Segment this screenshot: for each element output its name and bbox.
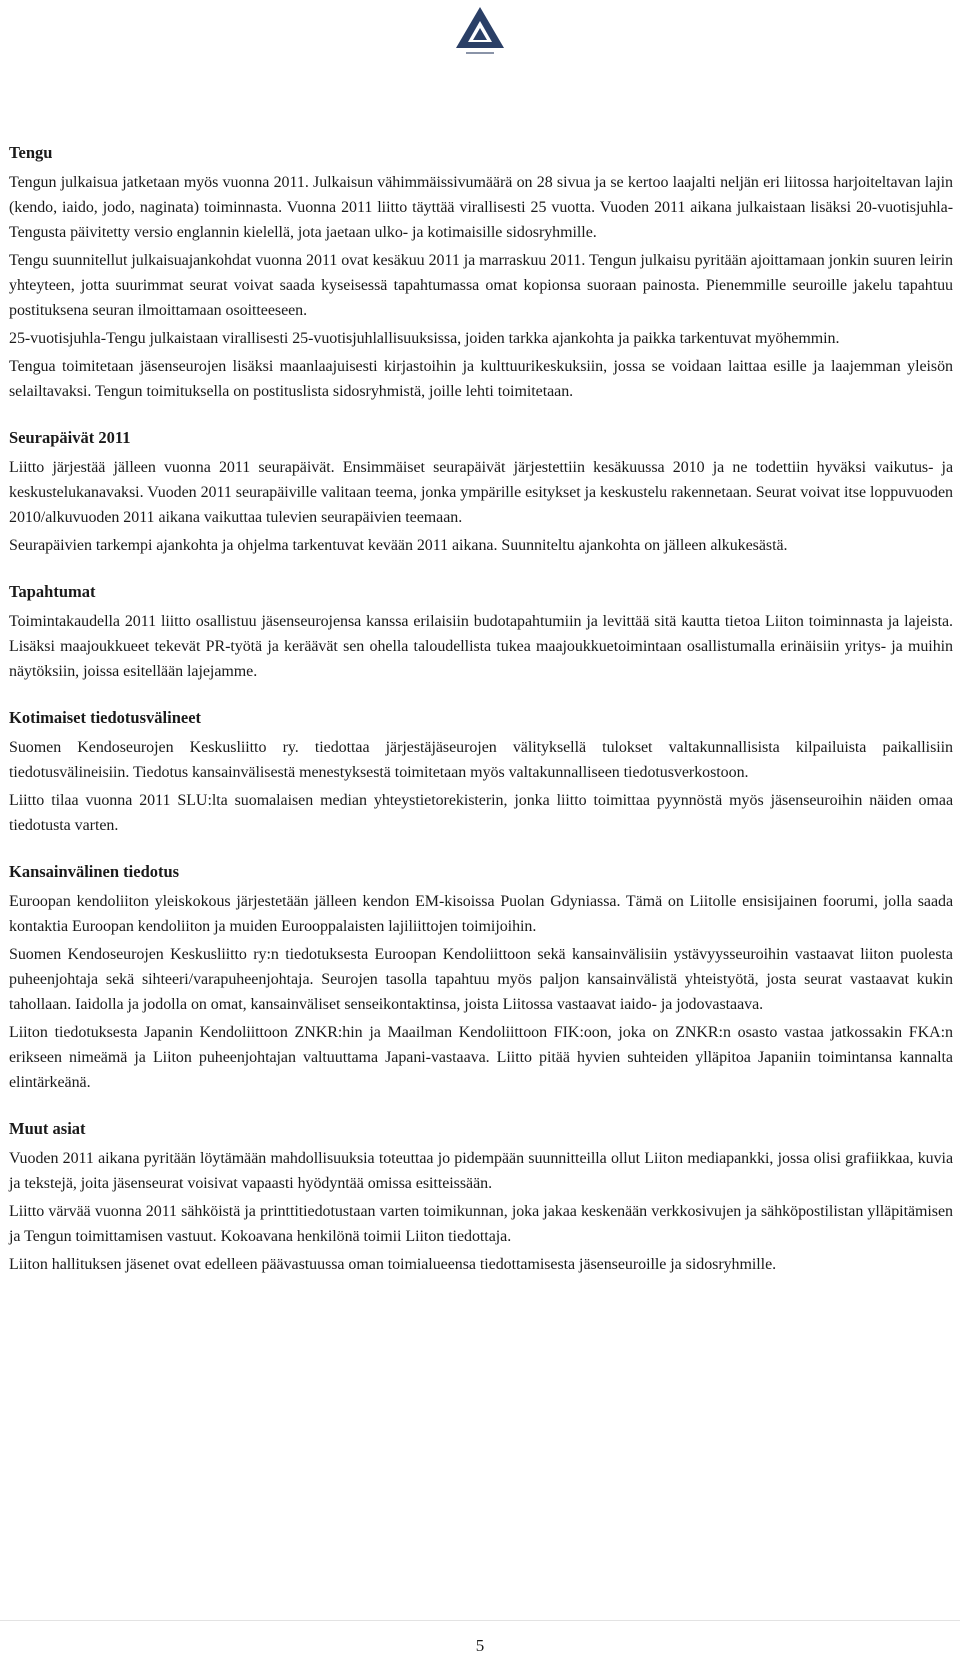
paragraph: Suomen Kendoseurojen Keskusliitto ry. tiedottaa järjestäjäseurojen välityksellä tulokset valtakunnallisista kilpailuista paikallisiin tiedotusvälineisiin. Tiedotus kansainvälisestä menestyksestä toimitetaan myös valtakunnalliseen tiedotusverkostoon.	[9, 739, 953, 781]
section-kotimaiset-tiedotusvalineet	[9, 706, 953, 838]
section-heading: Muut asiat	[9, 1119, 86, 1138]
paragraph: Vuoden 2011 aikana pyritään löytämään mahdollisuuksia toteuttaa jo pidempään suunnitteilla ollut Liiton mediapankki, jossa olisi grafiikkaa, kuvia ja tekstejä, joita jäsenseurat voisivat vapaasti hyödyntää omissa esitteissään.	[9, 1150, 953, 1192]
paragraph: Liiton hallituksen jäsenet ovat edelleen päävastuussa oman toimialueensa tiedottamisesta jäsenseuroille ja sidosryhmille.	[9, 1256, 777, 1273]
paragraph: Tengu suunnitellut julkaisuajankohdat vuonna 2011 ovat kesäkuu 2011 ja marraskuu 2011. Tengun julkaisu pyritään ajoittamaan jonkin suuren leirin yhteyteen, jotta suurimmat seurat voivat saada kyseisessä tapahtumassa omat kopionsa suoraan painosta. Pienemmille seuroille jakelu tapahtuu postituksena seuran ilmoittamaan osoitteeseen.	[9, 252, 953, 319]
paragraph: Tengun julkaisua jatketaan myös vuonna 2011. Julkaisun vähimmäissivumäärä on 28 sivua ja se kertoo laajalti neljän eri liitossa harjoiteltavan lajin (kendo, iaido, jodo, naginata) toiminnasta. Vuonna 2011 liitto täyttää virallisesti 25 vuotta. Vuoden 2011 aikana julkaistaan lisäksi 20-vuotisjuhla-Tengusta päivitetty versio englannin kielellä, jota jaetaan ulko- ja kotimaisille sidosryhmille.	[9, 174, 953, 241]
section-heading: Seurapäivät 2011	[9, 428, 131, 447]
paragraph: Toimintakaudella 2011 liitto osallistuu jäsenseurojensa kanssa erilaisiin budotapahtumiin ja levittää sitä kautta tietoa Liiton toiminnasta ja lajeista. Lisäksi maajoukkueet tekevät PR-työtä ja keräävät sen ohella taloudellista tukea maajoukkuetoimintaan osallistumalla erinäisiin yritys- ja muihin näytöksiin, joissa esitellään lajejamme.	[9, 613, 953, 680]
section-muut-asiat	[9, 1117, 953, 1277]
paragraph: Liitto järjestää jälleen vuonna 2011 seurapäivät. Ensimmäiset seurapäivät järjestettiin kesäkuussa 2010 ja ne todettiin hyväksi vaikutus- ja keskustelukanavaksi. Vuoden 2011 seurapäiville valitaan teema, jonka ympärille esitykset ja keskustelu rakennetaan. Seurat voivat itse loppuvuoden 2010/alkuvuoden 2011 aikana vaikuttaa tulevien seurapäivien teemaan.	[9, 459, 953, 526]
section-heading: Tengu	[9, 143, 53, 162]
section-tapahtumat	[9, 580, 953, 684]
paragraph: Liitto värvää vuonna 2011 sähköistä ja printtitiedotustaan varten toimikunnan, joka jakaa keskenään verkkosivujen ja sähköpostilistan ylläpitämisen ja Tengun toimittamisen vastuut. Kokoavana henkilönä toimii Liiton tiedottaja.	[9, 1203, 953, 1245]
section-heading: Kansainvälinen tiedotus	[9, 862, 180, 881]
paragraph: Tengua toimitetaan jäsenseurojen lisäksi maanlaajuisesti kirjastoihin ja kulttuurikeskuksiin, jossa se voidaan laittaa esille ja laajemman yleisön selailtavaksi. Tengun toimituksella on postituslista sidosryhmistä, joille lehti toimitetaan.	[9, 358, 953, 400]
paragraph: Seurapäivien tarkempi ajankohta ja ohjelma tarkentuvat kevään 2011 aikana. Suunniteltu ajankohta on jälleen alkukesästä.	[9, 537, 788, 554]
section-heading: Tapahtumat	[9, 582, 96, 601]
paragraph: Suomen Kendoseurojen Keskusliitto ry:n tiedotuksesta Euroopan Kendoliittoon sekä kansainvälisiin ystävyysseuroihin vastaavat liiton puolesta puheenjohtaja sekä sihteeri/varapuheenjohtaja. Seurojen tasolla tapahtuu myös paljon kansainvälistä yhteistyötä, josta seurat vastaavat kukin tahollaan. Iaidolla ja jodolla on omat, kansainväliset senseikontaktinsa, joista Liitossa vastaavat iaido- ja jodovastaava.	[9, 946, 953, 1013]
section-tengu	[9, 141, 953, 404]
paragraph: Liitto tilaa vuonna 2011 SLU:lta suomalaisen median yhteystietorekisterin, jonka liitto toimittaa pyynnöstä myös jäsenseuroihin näiden omaa tiedotusta varten.	[9, 792, 953, 834]
paragraph: Liiton tiedotuksesta Japanin Kendoliittoon ZNKR:hin ja Maailman Kendoliittoon FIK:oon, joka on ZNKR:n osasto vastaa jatkossakin FKA:n erikseen nimeämä ja Liiton puheenjohtajan valtuuttama Japani-vastaava. Liitto pitää hyvien suhteiden ylläpitoa Japaniin toimintansa kannalta elintärkeänä.	[9, 1024, 953, 1091]
triangle-logo-icon	[452, 4, 508, 60]
document-body	[9, 141, 953, 1299]
paragraph: Euroopan kendoliiton yleiskokous järjestetään jälleen kendon EM-kisoissa Puolan Gdyniassa. Tämä on Liitolle ensisijainen foorumi, jolla saada kontaktia Euroopan kendoliiton ja muiden Eurooppalaisten lajiliittojen toimijoihin.	[9, 893, 953, 935]
section-heading: Kotimaiset tiedotusvälineet	[9, 708, 202, 727]
section-seurapaivat	[9, 426, 953, 558]
page-number: 5	[475, 1636, 485, 1655]
footer-divider	[0, 1620, 960, 1621]
section-kansainvalinen-tiedotus	[9, 860, 953, 1095]
paragraph: 25-vuotisjuhla-Tengu julkaistaan virallisesti 25-vuotisjuhlallisuuksissa, joiden tarkka ajankohta ja paikka tarkentuvat myöhemmin.	[9, 330, 840, 347]
